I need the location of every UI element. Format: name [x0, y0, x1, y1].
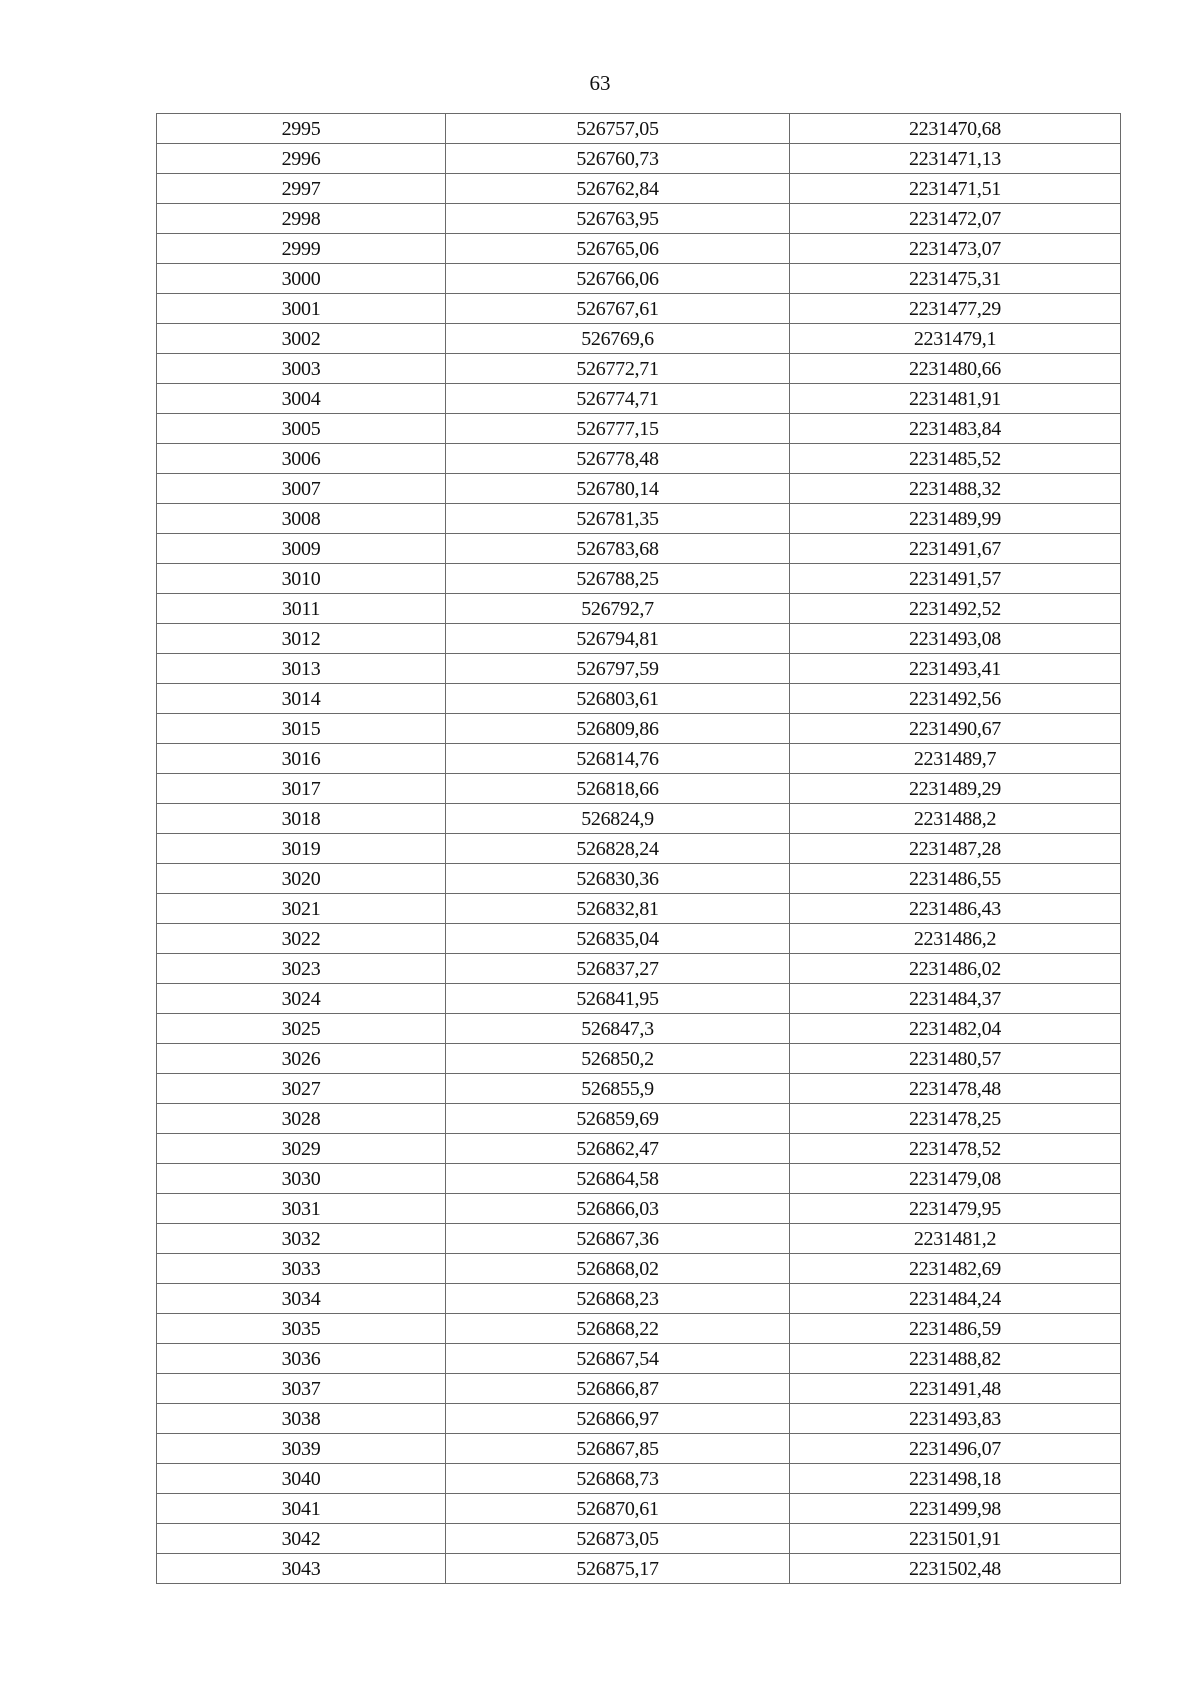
- x-coordinate-cell: 526828,24: [446, 834, 790, 864]
- point-number-cell: 3030: [157, 1164, 446, 1194]
- table-row: [157, 1014, 1121, 1044]
- x-coordinate-cell: 526867,54: [446, 1344, 790, 1374]
- table-row: [157, 654, 1121, 684]
- point-number-cell: 3014: [157, 684, 446, 714]
- x-coordinate-cell: 526780,14: [446, 474, 790, 504]
- point-number-cell: 3000: [157, 264, 446, 294]
- table-row: [157, 114, 1121, 144]
- point-number-cell: 3007: [157, 474, 446, 504]
- coordinates-table: [156, 113, 1121, 1584]
- y-coordinate-cell: 2231482,69: [790, 1254, 1121, 1284]
- table-row: [157, 204, 1121, 234]
- x-coordinate-cell: 526868,02: [446, 1254, 790, 1284]
- table-row: [157, 924, 1121, 954]
- y-coordinate-cell: 2231486,59: [790, 1314, 1121, 1344]
- table-row: [157, 1554, 1121, 1584]
- x-coordinate-cell: 526788,25: [446, 564, 790, 594]
- table-row: [157, 1434, 1121, 1464]
- x-coordinate-cell: 526824,9: [446, 804, 790, 834]
- x-coordinate-cell: 526835,04: [446, 924, 790, 954]
- y-coordinate-cell: 2231485,52: [790, 444, 1121, 474]
- point-number-cell: 3001: [157, 294, 446, 324]
- x-coordinate-cell: 526866,03: [446, 1194, 790, 1224]
- y-coordinate-cell: 2231481,2: [790, 1224, 1121, 1254]
- coordinates-table-body: [157, 114, 1121, 1584]
- point-number-cell: 3016: [157, 744, 446, 774]
- point-number-cell: 3040: [157, 1464, 446, 1494]
- table-row: [157, 1404, 1121, 1434]
- x-coordinate-cell: 526767,61: [446, 294, 790, 324]
- page-number: 63: [589, 71, 611, 95]
- point-number-cell: 3029: [157, 1134, 446, 1164]
- x-coordinate-cell: 526803,61: [446, 684, 790, 714]
- table-row: [157, 1494, 1121, 1524]
- table-row: [157, 1344, 1121, 1374]
- point-number-cell: 2999: [157, 234, 446, 264]
- point-number-cell: 3026: [157, 1044, 446, 1074]
- x-coordinate-cell: 526792,7: [446, 594, 790, 624]
- x-coordinate-cell: 526818,66: [446, 774, 790, 804]
- table-row: [157, 354, 1121, 384]
- table-row: [157, 294, 1121, 324]
- point-number-cell: 3025: [157, 1014, 446, 1044]
- x-coordinate-cell: 526772,71: [446, 354, 790, 384]
- x-coordinate-cell: 526873,05: [446, 1524, 790, 1554]
- table-row: [157, 624, 1121, 654]
- x-coordinate-cell: 526867,85: [446, 1434, 790, 1464]
- y-coordinate-cell: 2231492,56: [790, 684, 1121, 714]
- x-coordinate-cell: 526762,84: [446, 174, 790, 204]
- table-row: [157, 384, 1121, 414]
- x-coordinate-cell: 526765,06: [446, 234, 790, 264]
- point-number-cell: 3015: [157, 714, 446, 744]
- y-coordinate-cell: 2231486,02: [790, 954, 1121, 984]
- point-number-cell: 3005: [157, 414, 446, 444]
- y-coordinate-cell: 2231501,91: [790, 1524, 1121, 1554]
- table-row: [157, 954, 1121, 984]
- table-row: [157, 1164, 1121, 1194]
- table-row: [157, 984, 1121, 1014]
- y-coordinate-cell: 2231486,2: [790, 924, 1121, 954]
- table-row: [157, 834, 1121, 864]
- point-number-cell: 3023: [157, 954, 446, 984]
- y-coordinate-cell: 2231470,68: [790, 114, 1121, 144]
- table-row: [157, 504, 1121, 534]
- x-coordinate-cell: 526850,2: [446, 1044, 790, 1074]
- x-coordinate-cell: 526769,6: [446, 324, 790, 354]
- y-coordinate-cell: 2231502,48: [790, 1554, 1121, 1584]
- table-row: [157, 684, 1121, 714]
- table-row: [157, 1284, 1121, 1314]
- x-coordinate-cell: 526757,05: [446, 114, 790, 144]
- x-coordinate-cell: 526781,35: [446, 504, 790, 534]
- point-number-cell: 3034: [157, 1284, 446, 1314]
- y-coordinate-cell: 2231484,24: [790, 1284, 1121, 1314]
- y-coordinate-cell: 2231479,95: [790, 1194, 1121, 1224]
- y-coordinate-cell: 2231491,67: [790, 534, 1121, 564]
- y-coordinate-cell: 2231479,08: [790, 1164, 1121, 1194]
- point-number-cell: 2997: [157, 174, 446, 204]
- point-number-cell: 3027: [157, 1074, 446, 1104]
- x-coordinate-cell: 526868,23: [446, 1284, 790, 1314]
- table-row: [157, 414, 1121, 444]
- table-row: [157, 714, 1121, 744]
- x-coordinate-cell: 526866,87: [446, 1374, 790, 1404]
- point-number-cell: 3021: [157, 894, 446, 924]
- x-coordinate-cell: 526766,06: [446, 264, 790, 294]
- table-row: [157, 804, 1121, 834]
- y-coordinate-cell: 2231478,52: [790, 1134, 1121, 1164]
- y-coordinate-cell: 2231486,55: [790, 864, 1121, 894]
- x-coordinate-cell: 526774,71: [446, 384, 790, 414]
- point-number-cell: 3003: [157, 354, 446, 384]
- y-coordinate-cell: 2231496,07: [790, 1434, 1121, 1464]
- x-coordinate-cell: 526859,69: [446, 1104, 790, 1134]
- point-number-cell: 3041: [157, 1494, 446, 1524]
- y-coordinate-cell: 2231479,1: [790, 324, 1121, 354]
- point-number-cell: 3022: [157, 924, 446, 954]
- y-coordinate-cell: 2231473,07: [790, 234, 1121, 264]
- point-number-cell: 3010: [157, 564, 446, 594]
- x-coordinate-cell: 526783,68: [446, 534, 790, 564]
- table-row: [157, 1134, 1121, 1164]
- point-number-cell: 3020: [157, 864, 446, 894]
- point-number-cell: 3024: [157, 984, 446, 1014]
- y-coordinate-cell: 2231484,37: [790, 984, 1121, 1014]
- point-number-cell: 2995: [157, 114, 446, 144]
- y-coordinate-cell: 2231471,51: [790, 174, 1121, 204]
- point-number-cell: 2998: [157, 204, 446, 234]
- point-number-cell: 3012: [157, 624, 446, 654]
- y-coordinate-cell: 2231486,43: [790, 894, 1121, 924]
- x-coordinate-cell: 526760,73: [446, 144, 790, 174]
- point-number-cell: 3028: [157, 1104, 446, 1134]
- point-number-cell: 3004: [157, 384, 446, 414]
- point-number-cell: 3039: [157, 1434, 446, 1464]
- point-number-cell: 3017: [157, 774, 446, 804]
- x-coordinate-cell: 526814,76: [446, 744, 790, 774]
- x-coordinate-cell: 526778,48: [446, 444, 790, 474]
- y-coordinate-cell: 2231487,28: [790, 834, 1121, 864]
- table-row: [157, 894, 1121, 924]
- table-row: [157, 474, 1121, 504]
- x-coordinate-cell: 526855,9: [446, 1074, 790, 1104]
- y-coordinate-cell: 2231480,57: [790, 1044, 1121, 1074]
- y-coordinate-cell: 2231478,48: [790, 1074, 1121, 1104]
- point-number-cell: 3031: [157, 1194, 446, 1224]
- point-number-cell: 3032: [157, 1224, 446, 1254]
- y-coordinate-cell: 2231490,67: [790, 714, 1121, 744]
- table-row: [157, 444, 1121, 474]
- x-coordinate-cell: 526763,95: [446, 204, 790, 234]
- x-coordinate-cell: 526777,15: [446, 414, 790, 444]
- table-row: [157, 1464, 1121, 1494]
- x-coordinate-cell: 526862,47: [446, 1134, 790, 1164]
- point-number-cell: 3006: [157, 444, 446, 474]
- table-row: [157, 1524, 1121, 1554]
- x-coordinate-cell: 526875,17: [446, 1554, 790, 1584]
- point-number-cell: 3043: [157, 1554, 446, 1584]
- x-coordinate-cell: 526866,97: [446, 1404, 790, 1434]
- y-coordinate-cell: 2231471,13: [790, 144, 1121, 174]
- table-row: [157, 594, 1121, 624]
- x-coordinate-cell: 526847,3: [446, 1014, 790, 1044]
- x-coordinate-cell: 526867,36: [446, 1224, 790, 1254]
- y-coordinate-cell: 2231478,25: [790, 1104, 1121, 1134]
- x-coordinate-cell: 526868,73: [446, 1464, 790, 1494]
- y-coordinate-cell: 2231488,82: [790, 1344, 1121, 1374]
- table-row: [157, 174, 1121, 204]
- x-coordinate-cell: 526809,86: [446, 714, 790, 744]
- y-coordinate-cell: 2231489,99: [790, 504, 1121, 534]
- table-row: [157, 564, 1121, 594]
- y-coordinate-cell: 2231483,84: [790, 414, 1121, 444]
- y-coordinate-cell: 2231489,7: [790, 744, 1121, 774]
- x-coordinate-cell: 526830,36: [446, 864, 790, 894]
- table-row: [157, 144, 1121, 174]
- y-coordinate-cell: 2231488,32: [790, 474, 1121, 504]
- point-number-cell: 3038: [157, 1404, 446, 1434]
- table-row: [157, 1104, 1121, 1134]
- x-coordinate-cell: 526868,22: [446, 1314, 790, 1344]
- point-number-cell: 3033: [157, 1254, 446, 1284]
- x-coordinate-cell: 526864,58: [446, 1164, 790, 1194]
- point-number-cell: 3019: [157, 834, 446, 864]
- table-row: [157, 1044, 1121, 1074]
- table-row: [157, 264, 1121, 294]
- table-row: [157, 864, 1121, 894]
- y-coordinate-cell: 2231488,2: [790, 804, 1121, 834]
- x-coordinate-cell: 526832,81: [446, 894, 790, 924]
- point-number-cell: 3036: [157, 1344, 446, 1374]
- y-coordinate-cell: 2231489,29: [790, 774, 1121, 804]
- point-number-cell: 3002: [157, 324, 446, 354]
- table-row: [157, 324, 1121, 354]
- point-number-cell: 3013: [157, 654, 446, 684]
- point-number-cell: 3037: [157, 1374, 446, 1404]
- x-coordinate-cell: 526837,27: [446, 954, 790, 984]
- y-coordinate-cell: 2231492,52: [790, 594, 1121, 624]
- point-number-cell: 3035: [157, 1314, 446, 1344]
- point-number-cell: 3008: [157, 504, 446, 534]
- x-coordinate-cell: 526870,61: [446, 1494, 790, 1524]
- table-row: [157, 744, 1121, 774]
- x-coordinate-cell: 526797,59: [446, 654, 790, 684]
- table-row: [157, 1224, 1121, 1254]
- y-coordinate-cell: 2231491,48: [790, 1374, 1121, 1404]
- point-number-cell: 3018: [157, 804, 446, 834]
- y-coordinate-cell: 2231481,91: [790, 384, 1121, 414]
- y-coordinate-cell: 2231499,98: [790, 1494, 1121, 1524]
- table-row: [157, 1374, 1121, 1404]
- y-coordinate-cell: 2231498,18: [790, 1464, 1121, 1494]
- point-number-cell: 3011: [157, 594, 446, 624]
- point-number-cell: 2996: [157, 144, 446, 174]
- table-row: [157, 1074, 1121, 1104]
- y-coordinate-cell: 2231475,31: [790, 264, 1121, 294]
- y-coordinate-cell: 2231493,08: [790, 624, 1121, 654]
- y-coordinate-cell: 2231477,29: [790, 294, 1121, 324]
- x-coordinate-cell: 526841,95: [446, 984, 790, 1014]
- table-row: [157, 1314, 1121, 1344]
- table-row: [157, 534, 1121, 564]
- y-coordinate-cell: 2231480,66: [790, 354, 1121, 384]
- y-coordinate-cell: 2231493,41: [790, 654, 1121, 684]
- x-coordinate-cell: 526794,81: [446, 624, 790, 654]
- point-number-cell: 3009: [157, 534, 446, 564]
- y-coordinate-cell: 2231472,07: [790, 204, 1121, 234]
- table-row: [157, 774, 1121, 804]
- table-row: [157, 234, 1121, 264]
- y-coordinate-cell: 2231482,04: [790, 1014, 1121, 1044]
- point-number-cell: 3042: [157, 1524, 446, 1554]
- y-coordinate-cell: 2231491,57: [790, 564, 1121, 594]
- table-row: [157, 1194, 1121, 1224]
- table-row: [157, 1254, 1121, 1284]
- y-coordinate-cell: 2231493,83: [790, 1404, 1121, 1434]
